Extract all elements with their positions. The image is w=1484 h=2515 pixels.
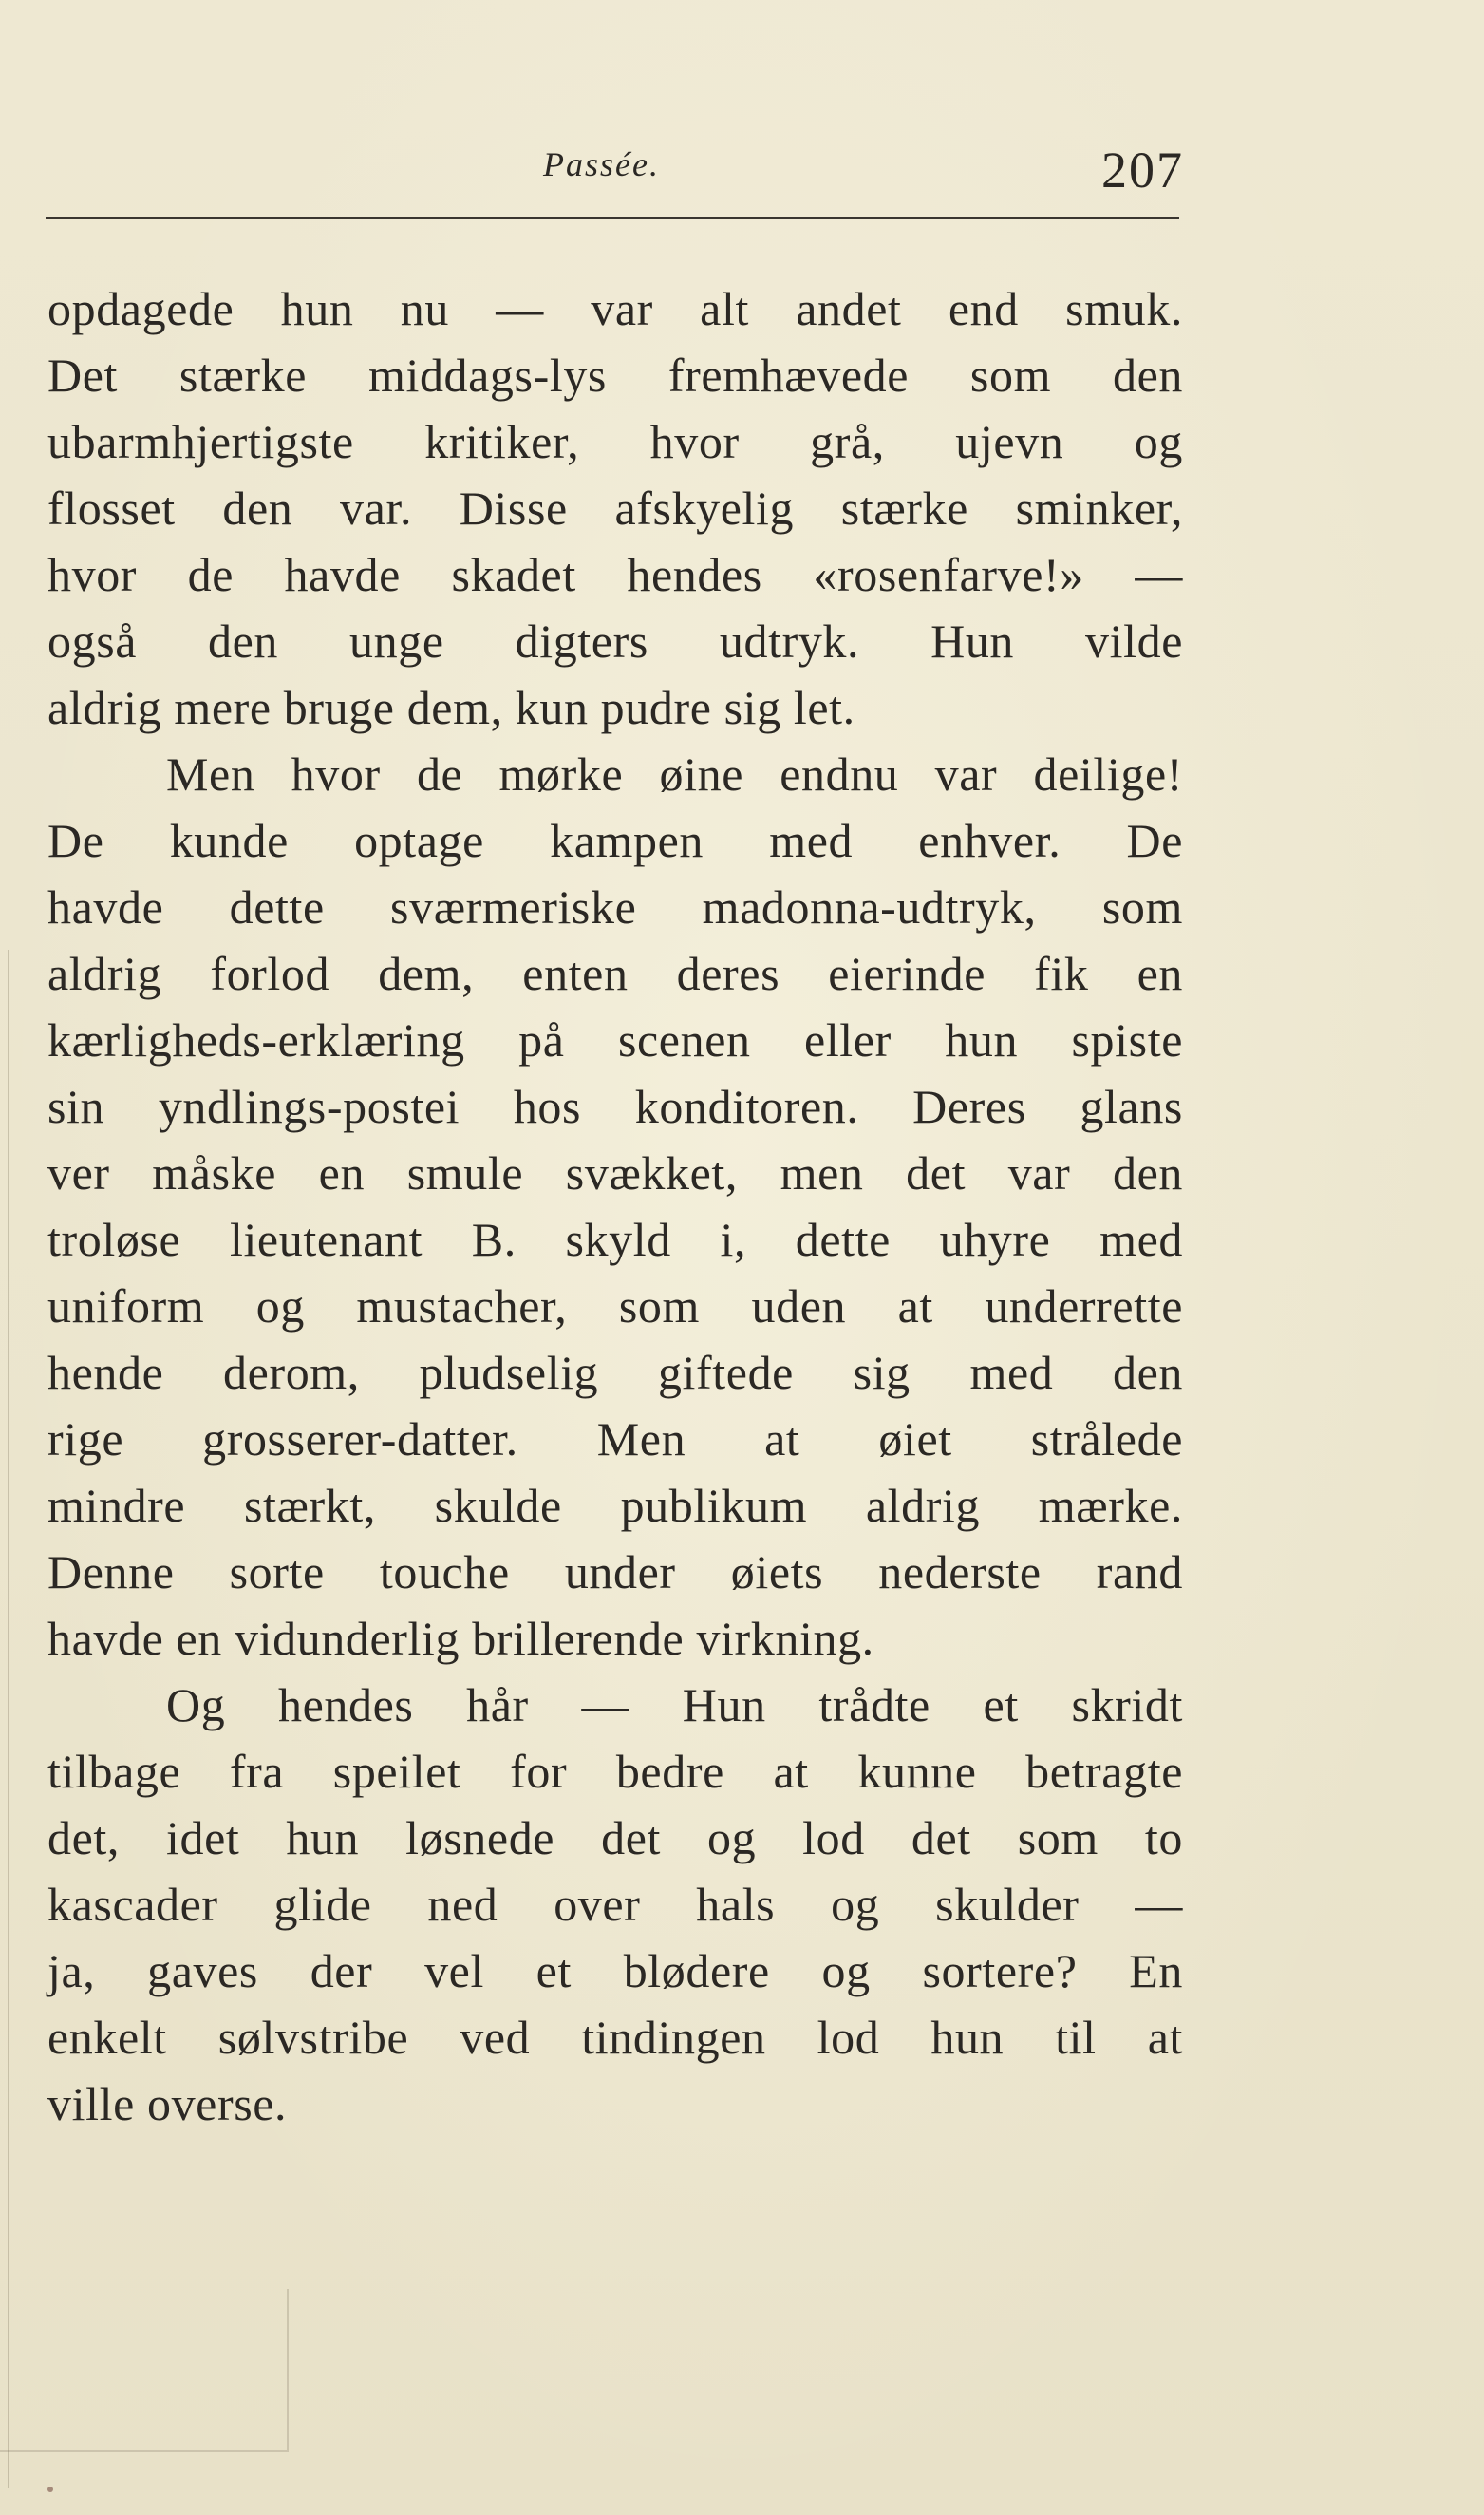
text-line: flosset den var. Disse afskyelig stærke sminker, (47, 482, 1183, 535)
text-line: kærligheds-erklæring på scenen eller hun spiste (47, 1013, 1183, 1067)
text-line: uniform og mustacher, som uden at underrette (47, 1279, 1183, 1333)
text-line: tilbage fra speilet for bedre at kunne betragte (47, 1745, 1183, 1798)
text-line: havde en vidunderlig brillerende virkning. (47, 1612, 874, 1665)
text-line: det, idet hun løsnede det og lod det som to (47, 1811, 1183, 1864)
text-line: havde dette sværmeriske madonna-udtryk, som (47, 880, 1183, 934)
text-line: Men hvor de mørke øine endnu var deilige! (166, 747, 1183, 801)
text-line: De kunde optage kampen med enhver. De (47, 814, 1183, 867)
running-head (0, 133, 1484, 209)
text-line: Og hendes hår — Hun trådte et skridt (166, 1678, 1183, 1731)
text-line: Det stærke middags-lys fremhævede som den (47, 349, 1183, 402)
body-text (47, 275, 1183, 2137)
paper-speck (47, 2487, 53, 2492)
page-number: 207 (1101, 142, 1184, 199)
running-title: Passée. (543, 145, 660, 183)
text-line: også den unge digters udtryk. Hun vilde (47, 615, 1183, 668)
page-edge-mark (8, 950, 9, 2488)
text-line: aldrig forlod dem, enten deres eierinde fik en (47, 947, 1183, 1000)
text-line: troløse lieutenant B. skyld i, dette uhyre med (47, 1213, 1183, 1266)
text-line: Denne sorte touche under øiets nederste rand (47, 1545, 1183, 1598)
text-line: ja, gaves der vel et blødere og sortere? En (47, 1944, 1183, 1997)
text-line: ubarmhjertigste kritiker, hvor grå, ujevn og (47, 415, 1183, 468)
text-line: opdagede hun nu — var alt andet end smuk. (47, 282, 1183, 335)
text-line: hvor de havde skadet hendes «rosenfarve!» — (47, 548, 1183, 601)
paper-corner-mark (0, 2289, 289, 2452)
text-line: sin yndlings-postei hos konditoren. Deres glans (47, 1080, 1183, 1133)
text-line: rige grosserer-datter. Men at øiet strålede (47, 1412, 1183, 1466)
text-line: mindre stærkt, skulde publikum aldrig mærke. (47, 1479, 1183, 1532)
text-line: hende derom, pludselig giftede sig med den (47, 1346, 1183, 1399)
text-line: aldrig mere bruge dem, kun pudre sig let. (47, 681, 855, 734)
text-line: ver måske en smule svækket, men det var den (47, 1146, 1183, 1200)
text-line: enkelt sølvstribe ved tindingen lod hun til at (47, 2011, 1183, 2064)
header-rule (46, 217, 1179, 219)
text-line: kascader glide ned over hals og skulder — (47, 1878, 1183, 1931)
text-line: ville overse. (47, 2077, 288, 2130)
